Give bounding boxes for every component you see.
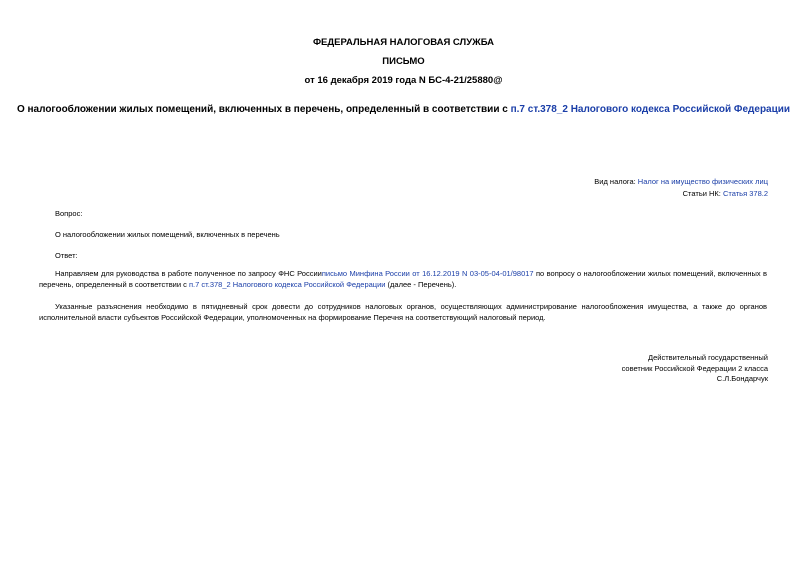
agency-heading: ФЕДЕРАЛЬНАЯ НАЛОГОВАЯ СЛУЖБА [312,37,495,48]
answer-paragraph-2: Указанные разъяснения необходимо в пятидневный срок довести до сотрудников налоговых органов, осуществляющих администрирование налогообложения имущества, а также до органов исполнительной власти субъектов Российской Федерации, уполномоченных на формирование Перечня на соответствующий налоговый период. [39,302,767,322]
signatory-name: С.Л.Бондарчук [716,374,768,383]
signature-block [622,353,768,385]
tax-article-label: Статьи НК: [682,189,723,198]
document-subject [0,104,807,115]
p1-text-c: (далее - Перечень). [385,280,457,289]
document-meta [594,176,768,200]
signature-title-2: советник Российской Федерации 2 класса [621,363,768,373]
p1-text-b: по вопросу о налогообложении жилых помещений, включенных в перечень, определенный в соответствии с [39,269,767,289]
tax-type-label: Вид налога: [594,177,638,186]
tax-code-article-link[interactable]: п.7 ст.378_2 Налогового кодекса Российской Федерации [188,280,386,289]
subject-text: О налогообложении жилых помещений, включенных в перечень, определенный в соответствии с [16,104,511,115]
signature-title-1: Действительный государственный [648,353,768,362]
minfin-letter-link[interactable]: письмо Минфина России от 16.12.2019 N 03-05-04-01/98017 [321,269,534,278]
tax-article-row [594,188,768,200]
question-text: О налогообложении жилых помещений, включенных в перечень [55,230,280,239]
document-date-number: от 16 декабря 2019 года N БС-4-21/25880@ [304,75,503,86]
p1-text-a: Направляем для руководства в работе полученное по запросу ФНС России [55,269,322,278]
tax-article-link[interactable]: Статья 378.2 [722,189,768,198]
answer-paragraph-1 [39,268,767,290]
answer-label: Ответ: [55,251,78,260]
tax-type-row [594,176,768,188]
subject-law-link[interactable]: п.7 ст.378_2 Налогового кодекса Российской Федерации [510,104,791,115]
tax-type-link[interactable]: Налог на имущество физических лиц [637,177,768,186]
document-type: ПИСЬМО [382,56,425,67]
question-label: Вопрос: [55,209,83,218]
